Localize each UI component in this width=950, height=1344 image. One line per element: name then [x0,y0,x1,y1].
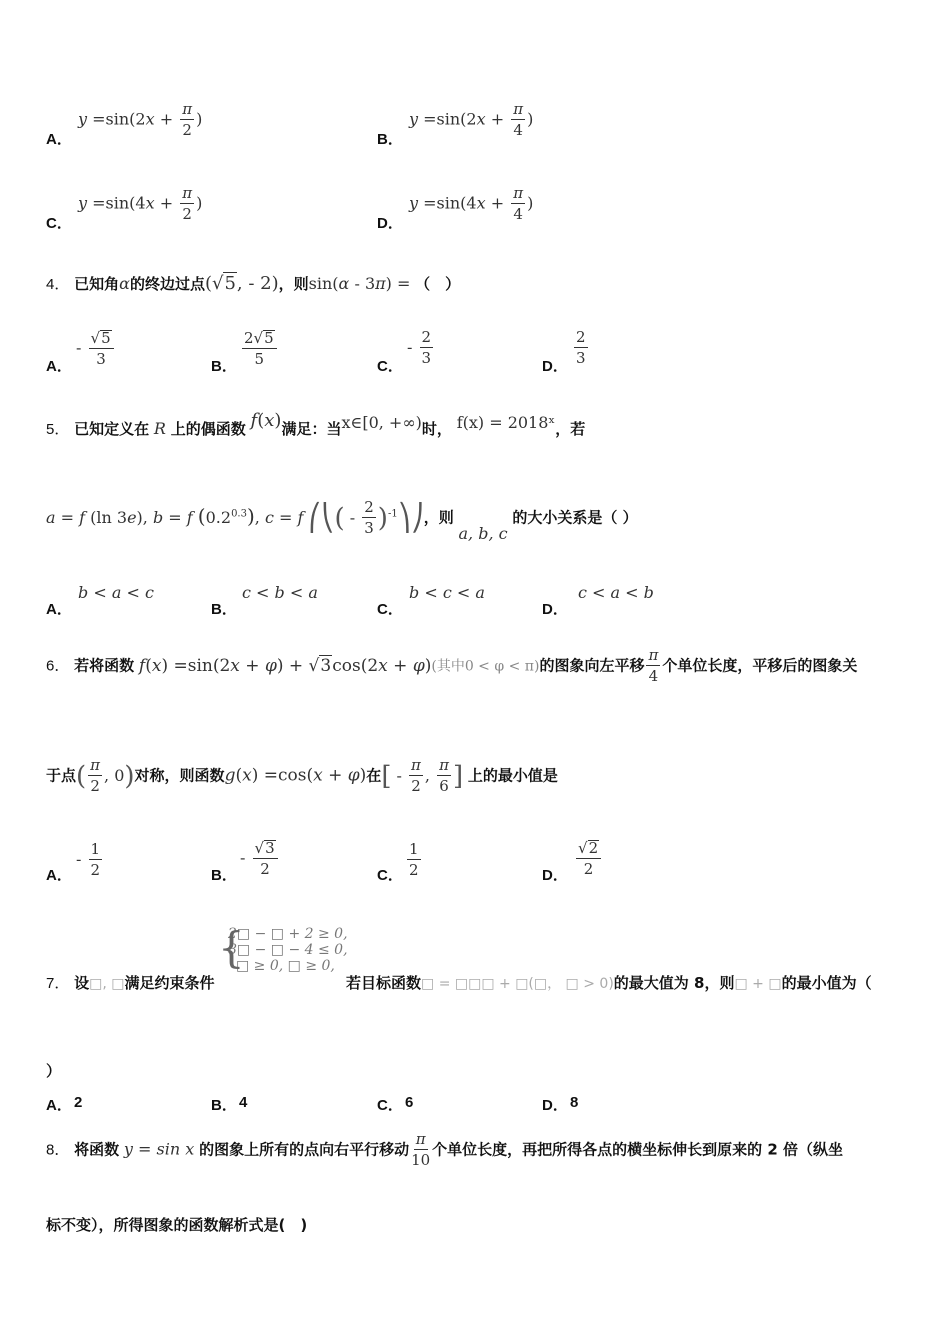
q3-option-d-label: D． [377,215,403,232]
q3-option-b-formula: y =sin(2x + $\frac{\pi}{4}$ ) [409,100,534,139]
q4-option-a-value: - $\frac{√5}{3}$ [76,330,116,367]
q5-definitions: a = f (ln 3e), b = f $(0.2^{0.3})$, c = f ⎛⎝( - $\frac{2}{3}$ )$^{-1}$⎞⎠，则 a, b, c 的大小关系是（ ） [46,498,638,543]
question-5: 5． 已知定义在 R 上的偶函数 f(x)满足：当x∈[0, +∞)时， f(x) = 2018ˣ，若 [46,410,586,438]
q4-option-a-label: A． [46,358,72,375]
q5-abc: a, b, c [458,523,508,543]
q5-option-d-value: c < a < b [578,583,654,602]
q6-option-c-label: C． [377,867,403,884]
q7-option-d-value: 8 [570,1094,579,1111]
q6-option-b-value: - $\frac{√3}{2}$ [240,840,280,877]
q4-option-b-label: B． [211,358,237,375]
question-8: 8． 将函数 y = sin x 的图象上所有的点向右平行移动 $\frac{\pi}{10}$ 个单位长度，再把所得各点的横坐标伸长到原来的 2 倍（纵坐 [46,1130,844,1169]
q5-option-c-label: C． [377,601,403,618]
q7-option-b-value: 4 [239,1094,248,1111]
q3-option-a-label: A． [46,131,72,148]
q7-option-d-label: D． [542,1097,568,1114]
q7-sum: □ + □ [734,976,782,992]
question-7: 7． 设□, □满足约束条件 [46,974,215,992]
q4-point: (√5, - 2) [204,273,279,294]
q5-option-b-value: c < b < a [242,583,318,602]
q6-option-d-value: $\frac{√2}{2}$ [574,840,603,877]
q3-option-b-label: B． [377,131,403,148]
q6-line-2: 于点( $\frac{\pi}{2}$ , 0)对称，则函数g(x) =cos(x + φ)在[ - $\frac{\pi}{2}$ , $\frac{\pi}{6}$ ] 上的最小值是 [46,756,558,795]
q5-option-d-label: D． [542,601,568,618]
q5-domain: x∈[0, +∞) [341,413,422,432]
q3-option-d-formula: y =sin(4x + $\frac{\pi}{4}$ ) [409,184,534,223]
q6-option-c-value: $\frac{1}{2}$ [409,840,419,879]
q8-line-2: 标不变），所得图象的函数解析式是( ) [46,1216,308,1234]
q7-option-c-label: C． [377,1097,403,1114]
q8-function: y = sin x [123,1139,195,1159]
q6-condition: (其中0 < φ < π) [431,658,540,675]
q7-option-b-label: B． [211,1097,237,1114]
q4-option-c-value: - $\frac{2}{3}$ [407,328,432,367]
q5-option-a-label: A． [46,601,72,618]
q4-option-c-label: C． [377,358,403,375]
q4-option-d-value: $\frac{2}{3}$ [576,328,586,367]
q4-expression: sin(α - 3π) = [308,274,411,293]
q5-function: f(x) = 2018ˣ [456,413,556,432]
q7-line-1-rest: 若目标函数□ = □□□ + □(□， □ > 0)的最大值为 8，则□ + □的最小值为（ [346,974,872,992]
q5-option-c-value: b < c < a [409,583,485,602]
q4-option-d-label: D． [542,358,568,375]
q5-option-b-label: B． [211,601,237,618]
q3-option-a-formula: y =sin(2x + $\frac{\pi}{2}$ ) [78,100,203,139]
q4-option-b-value: $\frac{2√5}{5}$ [240,330,279,367]
q6-option-b-label: B． [211,867,237,884]
q7-constraints: { 2□ − □ + 2 ≥ 0, 8□ − □ − 4 ≤ 0, □ ≥ 0, □ ≥ 0, [218,923,348,974]
question-6: 6． 若将函数 f(x) =sin(2x + φ) + √3cos(2x + φ)(其中0 < φ < π)的图象向左平移 $\frac{\pi}{4}$ 个单位长度，平移后的图象关 [46,646,858,685]
q7-closing-paren: ） [46,1062,62,1080]
q7-option-a-label: A． [46,1097,72,1114]
q6-option-a-label: A． [46,867,72,884]
q3-option-c-formula: y =sin(4x + $\frac{\pi}{2}$ ) [78,184,203,223]
q6-function: f(x) =sin(2x + φ) + √3cos(2x + φ) [138,655,432,676]
q6-option-a-value: - $\frac{1}{2}$ [76,840,101,879]
q5-option-a-value: b < a < c [78,583,154,602]
q7-objective: □ = □□□ + □(□， □ > 0) [421,976,614,992]
q6-option-d-label: D． [542,867,568,884]
question-4: 4． 已知角α的终边过点(√5, - 2)，则sin(α - 3π) = （ ） [46,273,461,294]
q7-option-a-value: 2 [74,1094,83,1111]
q7-option-c-value: 6 [405,1094,414,1111]
q3-option-c-label: C． [46,215,72,232]
